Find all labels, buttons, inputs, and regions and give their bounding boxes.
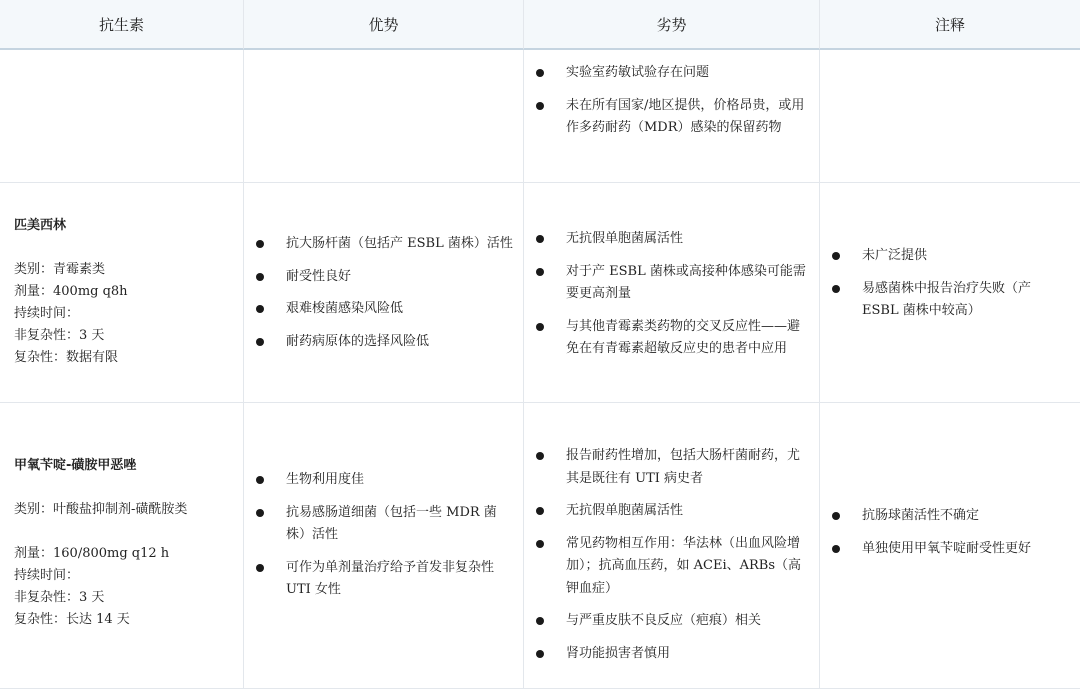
- row2-notes-cell: [820, 403, 1080, 689]
- bullet-icon: [536, 507, 544, 515]
- list-item: 耐药病原体的选择风险低: [244, 331, 523, 354]
- row0-notes-cell: [820, 50, 1080, 183]
- list-item: 未在所有国家/地区提供，价格昂贵，或用作多药耐药（MDR）感染的保留药物: [524, 95, 819, 140]
- row1-notes-list: [820, 245, 1080, 323]
- bullet-icon: [256, 305, 264, 313]
- row0-antibiotic-cell: [0, 50, 244, 183]
- row2-disadvantages-list: [524, 445, 819, 665]
- drug-duration-label: 持续时间：: [14, 568, 80, 583]
- row1-disadvantages-list: [524, 228, 819, 361]
- list-item: 耐受性良好: [244, 266, 523, 289]
- bullet-icon: [832, 545, 840, 553]
- drug-dose: 剂量：160/800mg q12 h: [14, 546, 170, 561]
- row2-antibiotic-cell: [0, 403, 244, 689]
- list-item: 实验室药敏试验存在问题: [524, 62, 819, 85]
- bullet-icon: [536, 69, 544, 77]
- list-item: 抗易感肠道细菌（包括一些 MDR 菌株）活性: [244, 502, 523, 547]
- drug-name: 甲氧苄啶-磺胺甲恶唑: [14, 458, 137, 473]
- drug-duration-complicated: 复杂性：长达 14 天: [14, 612, 130, 627]
- drug-duration-uncomplicated: 非复杂性：3 天: [14, 590, 105, 605]
- bullet-icon: [536, 617, 544, 625]
- row1-notes-cell: [820, 183, 1080, 403]
- list-item: 未广泛提供: [820, 245, 1080, 268]
- bullet-icon: [256, 509, 264, 517]
- list-item: 抗肠球菌活性不确定: [820, 505, 1080, 528]
- bullet-icon: [832, 512, 840, 520]
- row1-disadvantages-cell: [524, 183, 820, 403]
- list-item: 易感菌株中报告治疗失败（产 ESBL 菌株中较高）: [820, 278, 1080, 323]
- bullet-icon: [536, 650, 544, 658]
- drug-duration-uncomplicated: 非复杂性：3 天: [14, 328, 105, 343]
- header-antibiotic: 抗生素: [0, 0, 244, 50]
- header-advantages: 优势: [244, 0, 524, 50]
- row0-advantages-cell: [244, 50, 524, 183]
- row2-disadvantages-cell: [524, 403, 820, 689]
- list-item: 报告耐药性增加，包括大肠杆菌耐药，尤其是既往有 UTI 病史者: [524, 445, 819, 490]
- drug-duration-complicated: 复杂性：数据有限: [14, 350, 119, 365]
- list-item: 艰难梭菌感染风险低: [244, 298, 523, 321]
- bullet-icon: [832, 252, 840, 260]
- list-item: 对于产 ESBL 菌株或高接种体感染可能需要更高剂量: [524, 261, 819, 306]
- list-item: 无抗假单胞菌属活性: [524, 228, 819, 251]
- list-item: 与严重皮肤不良反应（疤痕）相关: [524, 610, 819, 633]
- row2-advantages-cell: [244, 403, 524, 689]
- list-item: 抗大肠杆菌（包括产 ESBL 菌株）活性: [244, 233, 523, 256]
- bullet-icon: [536, 452, 544, 460]
- row1-advantages-list: [244, 233, 523, 353]
- drug-duration-label: 持续时间：: [14, 306, 80, 321]
- list-item: 与其他青霉素类药物的交叉反应性——避免在有青霉素超敏反应史的患者中应用: [524, 316, 819, 361]
- bullet-icon: [256, 240, 264, 248]
- row0-disadvantages-list: [524, 62, 819, 140]
- drug-dose: 剂量：400mg q8h: [14, 284, 128, 299]
- bullet-icon: [256, 338, 264, 346]
- drug-name: 匹美西林: [14, 218, 67, 233]
- header-disadvantages: 劣势: [524, 0, 820, 50]
- list-item: 生物利用度佳: [244, 469, 523, 492]
- row1-antibiotic-cell: [0, 183, 244, 403]
- row1-advantages-cell: [244, 183, 524, 403]
- bullet-icon: [536, 323, 544, 331]
- list-item: 单独使用甲氧苄啶耐受性更好: [820, 538, 1080, 561]
- bullet-icon: [536, 540, 544, 548]
- bullet-icon: [832, 285, 840, 293]
- list-item: 无抗假单胞菌属活性: [524, 500, 819, 523]
- bullet-icon: [256, 476, 264, 484]
- bullet-icon: [256, 273, 264, 281]
- bullet-icon: [536, 235, 544, 243]
- bullet-icon: [536, 102, 544, 110]
- list-item: 可作为单剂量治疗给予首发非复杂性 UTI 女性: [244, 557, 523, 602]
- list-item: 肾功能损害者慎用: [524, 643, 819, 666]
- drug-class: 类别：叶酸盐抑制剂-磺酰胺类: [14, 502, 188, 517]
- drug-info-pivmecillinam: [14, 215, 235, 369]
- drug-class: 类别：青霉素类: [14, 262, 106, 277]
- bullet-icon: [536, 268, 544, 276]
- row2-notes-list: [820, 505, 1080, 560]
- drug-info-tmp-smx: [14, 455, 235, 631]
- bullet-icon: [256, 564, 264, 572]
- row0-disadvantages-cell: [524, 50, 820, 183]
- row2-advantages-list: [244, 469, 523, 602]
- header-notes: 注释: [820, 0, 1080, 50]
- list-item: 常见药物相互作用：华法林（出血风险增加）；抗高血压药，如 ACEi、ARBs（高钾血症）: [524, 533, 819, 601]
